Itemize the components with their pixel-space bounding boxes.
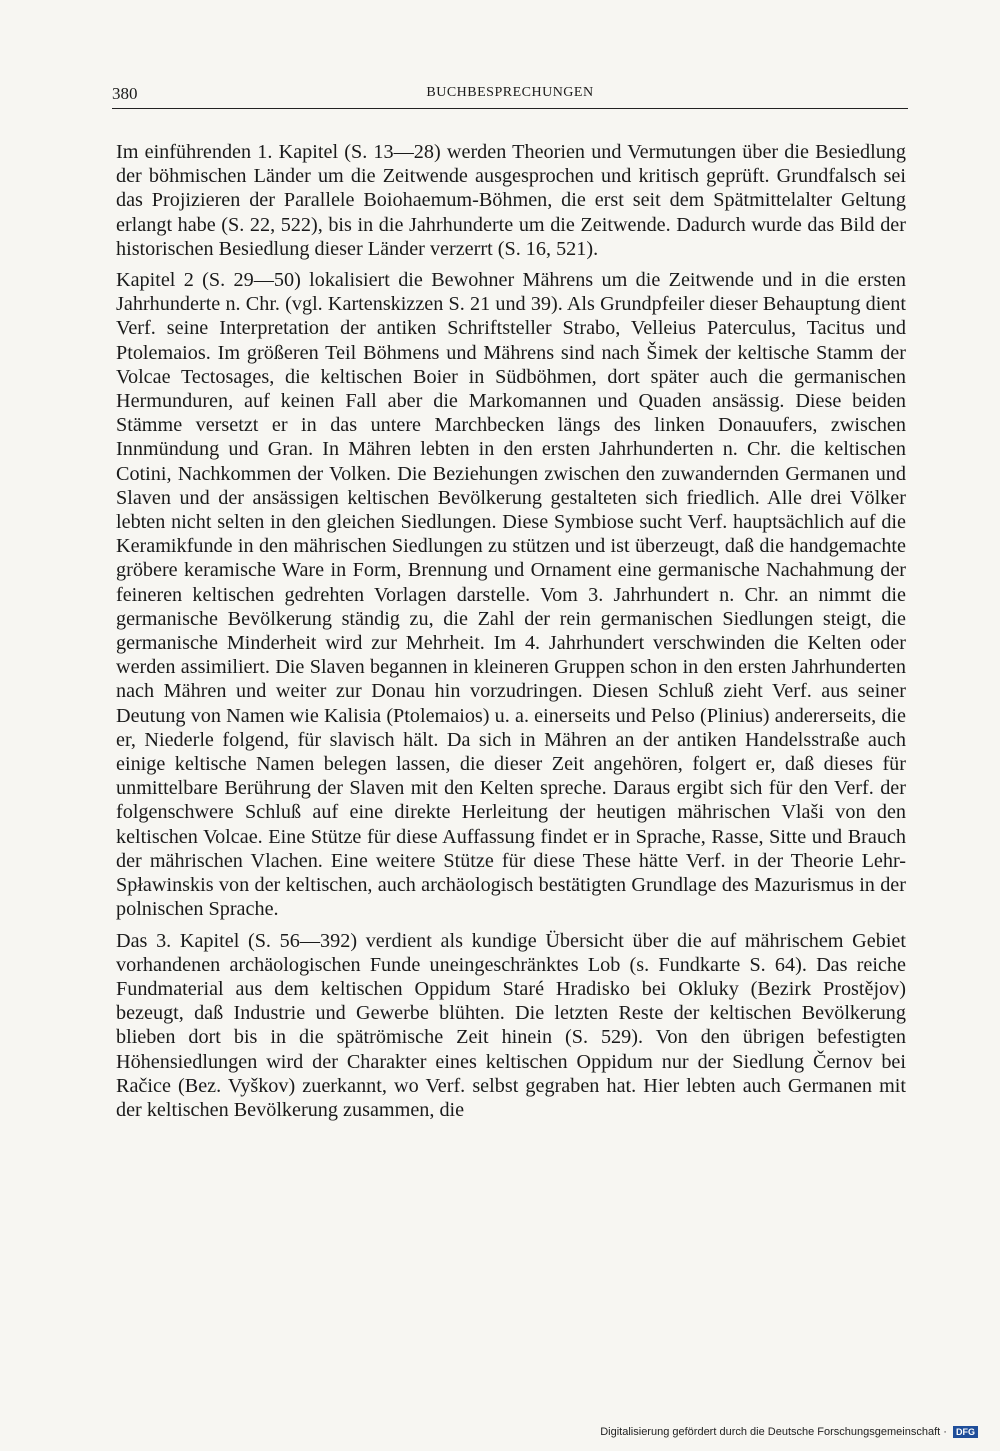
digitization-footer: Digitalisierung gefördert durch die Deutsche Forschungsgemeinschaft · DFG [0, 1426, 978, 1438]
running-head [112, 84, 908, 109]
page-number: 380 [112, 84, 138, 103]
paragraph-chapter-3: Das 3. Kapitel (S. 56—392) verdient als kundige Übersicht über die auf mährischem Gebiet vorhandenen archäologischen Funde uneingeschränktes Lob (s. Fundkarte S. 64). Das reiche Fundmaterial aus dem keltischen Oppidum Staré Hradisko bei Okluky (Bezirk Prostějov) bezeugt, daß Industrie und Gewerbe blühten. Die letzten Reste der keltischen Bevölkerung blieben dort bis in die spätrömische Zeit hinein (S. 529). Von den übrigen befestigten Höhensiedlungen wird der Charakter eines keltischen Oppidum nur der Siedlung Černov bei Račice (Bez. Vyškov) zuerkannt, wo Verf. selbst gegraben hat. Hier lebten auch Germanen mit der keltischen Bevölkerung zusammen, die [116, 929, 906, 1121]
dfg-logo: DFG [953, 1426, 978, 1438]
body-text [116, 140, 906, 1129]
paragraph-chapter-2: Kapitel 2 (S. 29—50) lokalisiert die Bewohner Mährens um die Zeitwende und in die ersten Jahrhunderte n. Chr. (vgl. Kartenskizzen S. 21 und 39). Als Grundpfeiler dieser Behauptung dient Verf. seine Interpretation der antiken Schriftsteller Strabo, Velleius Paterculus, Tacitus und Ptolemaios. Im größeren Teil Böhmens und Mährens sind nach Šimek der keltische Stamm der Volcae Tectosages, die keltischen Boier in Südböhmen, dort später auch die germanischen Hermunduren, auf keinen Fall aber die Markomannen und Quaden ansässig. Diese beiden Stämme versetzt er in das untere Marchbecken längs des linken Donauufers, zwischen Innmündung und Gran. In Mähren lebten in den ersten Jahrhunderten n. Chr. die keltischen Cotini, Nachkommen der Volken. Die Beziehungen zwischen den zuwandernden Germanen und Slaven und der ansässigen keltischen Bevölkerung gestalteten sich friedlich. Alle drei Völker lebten nicht selten in den gleichen Siedlungen. Diese Symbiose sucht Verf. hauptsächlich auf die Keramikfunde in den mährischen Siedlungen zu stützen und ist überzeugt, daß die handgemachte gröbere keramische Ware in Form, Brennung und Ornament eine germanische Nachahmung der feineren keltischen gedrehten Vorlagen darstelle. Vom 3. Jahrhundert n. Chr. an nimmt die germanische Bevölkerung ständig zu, die Zahl der rein germanischen Siedlungen steigt, die germanische Minderheit wird zur Mehrheit. Im 4. Jahrhundert verschwinden die Kelten oder werden assimiliert. Die Slaven begannen in kleineren Gruppen schon in den ersten Jahrhunderten nach Mähren und weiter zur Donau hin vorzudringen. Diesen Schluß zieht Verf. aus seiner Deutung von Namen wie Kalisia (Ptolemaios) u. a. einerseits und Pelso (Plinius) andererseits, die er, Niederle folgend, für slavisch hält. Da sich in Mähren an der antiken Handelsstraße auch einige keltische Namen belegen lassen, die dieser Zeit angehören, folgert er, daß dieses für unmittelbare Berührung der Slaven mit den Kelten spreche. Daraus ergibt sich für den Verf. der folgenschwere Schluß auf eine direkte Herleitung der heutigen mährischen Vlaši von den keltischen Volcae. Eine Stütze für diese Auffassung findet er in Sprache, Rasse, Sitte und Brauch der mährischen Vlachen. Eine weitere Stütze für diese These hätte Verf. in der Theorie Lehr-Spławinskis von der keltischen, auch archäologisch bestätigten Grundlage des Mazurismus in der polnischen Sprache. [116, 269, 906, 921]
running-title: BUCHBESPRECHUNGEN [426, 85, 594, 100]
footer-text: Digitalisierung gefördert durch die Deutsche Forschungsgemeinschaft [600, 1426, 941, 1438]
paragraph-chapter-1: Im einführenden 1. Kapitel (S. 13—28) werden Theorien und Vermutungen über die Besiedlung der böhmischen Länder um die Zeitwende ausgesprochen und kritisch geprüft. Grundfalsch sei das Projizieren der Parallele Boiohaemum-Böhmen, die erst seit dem Spätmittelalter Geltung erlangt habe (S. 22, 522), bis in die Jahrhunderte um die Zeitwende. Dadurch wurde das Bild der historischen Besiedlung dieser Länder verzerrt (S. 16, 521). [116, 141, 906, 260]
